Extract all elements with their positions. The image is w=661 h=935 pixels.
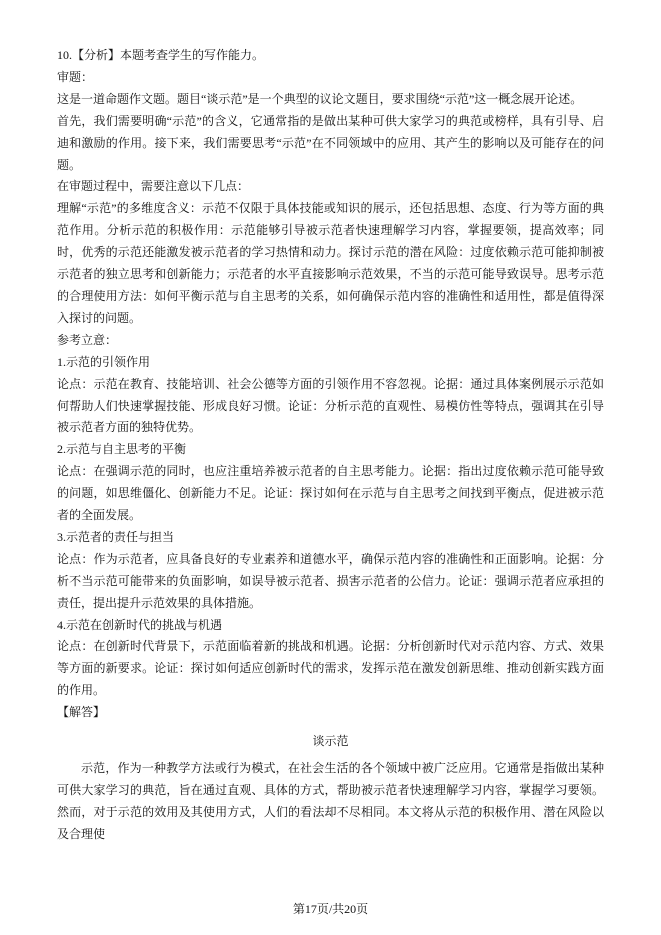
paragraph-topic-meaning: 首先，我们需要明确“示范”的含义，它通常指的是做出某种可供大家学习的典范或榜样，具有引导、启迪和激励的作用。接下来，我们需要思考“示范”在不同领域中的应用、其产生的影响以及可能存在的问题。 [57, 113, 604, 172]
paragraph-review-points-detail: 理解“示范”的多维度含义：示范不仅限于具体技能或知识的展示，还包括思想、态度、行为等方面的典范作用。分析示范的积极作用：示范能够引导被示范者快速理解学习内容，掌握要领，提高效率；同时，优秀的示范还能激发被示范者的学习热情和动力。探讨示范的潜在风险：过度依赖示范可能抑制被示范者的独立思考和创新能力；示范者的水平直接影响示范效果，不当的示范可能导致误导。思考示范的合理使用方法：如何平衡示范与自主思考的关系，如何确保示范内容的准确性和适用性，都是值得深入探讨的问题。 [57, 201, 604, 325]
idea-paragraph-1: 论点：示范在教育、技能培训、社会公德等方面的引领作用不容忽视。论据：通过具体案例展示示范如何帮助人们快速掌握技能、形成良好习惯。论证：分析示范的直观性、易模仿性等特点，强调其在引导被示范者方面的独特优势。 [57, 376, 604, 435]
answer-heading: 【解答】 [57, 705, 106, 720]
essay-opening-paragraph: 示范，作为一种教学方法或行为模式，在社会生活的各个领域中被广泛应用。它通常是指做出某种可供大家学习的典范，旨在通过直观、具体的方式，帮助被示范者快速理解学习内容，掌握学习要领。然而，对于示范的效用及其使用方式，人们的看法却不尽相同。本文将从示范的积极作用、潜在风险以及合理使 [57, 761, 604, 841]
subheading-topic-review: 审题： [57, 69, 94, 84]
paragraph-topic-intro: 这是一道命题作文题。题目“谈示范”是一个典型的议论文题目，要求围绕“示范”这一概念展开论述。 [57, 91, 583, 106]
idea-heading-4: 4.示范在创新时代的挑战与机遇 [57, 617, 223, 632]
essay-title: 谈示范 [312, 734, 349, 749]
idea-paragraph-4: 论点：在创新时代背景下，示范面临着新的挑战和机遇。论据：分析创新时代对示范内容、方式、效果等方面的新要求。论证：探讨如何适应创新时代的需求，发挥示范在激发创新思维、推动创新实践方面的作用。 [57, 639, 604, 698]
analysis-heading: 10.【分析】本题考查学生的写作能力。 [57, 48, 265, 62]
idea-heading-2: 2.示范与自主思考的平衡 [57, 442, 187, 457]
idea-heading-3: 3.示范者的责任与担当 [57, 529, 175, 544]
paragraph-review-points-lead: 在审题过程中，需要注意以下几点： [57, 179, 250, 194]
page-number-footer: 第17页/共20页 [292, 902, 369, 916]
idea-heading-1: 1.示范的引领作用 [57, 354, 151, 369]
idea-paragraph-3: 论点：作为示范者，应具备良好的专业素养和道德水平，确保示范内容的准确性和正面影响。论据：分析不当示范可能带来的负面影响，如误导被示范者、损害示范者的公信力。论证：强调示范者应承担的责任，提出提升示范效果的具体措施。 [57, 551, 604, 610]
idea-paragraph-2: 论点：在强调示范的同时，也应注重培养被示范者的自主思考能力。论据：指出过度依赖示范可能导致的问题，如思维僵化、创新能力不足。论证：探讨如何在示范与自主思考之间找到平衡点，促进被示范者的全面发展。 [57, 464, 604, 523]
page-content [57, 45, 604, 846]
subheading-reference-ideas: 参考立意： [57, 332, 118, 347]
